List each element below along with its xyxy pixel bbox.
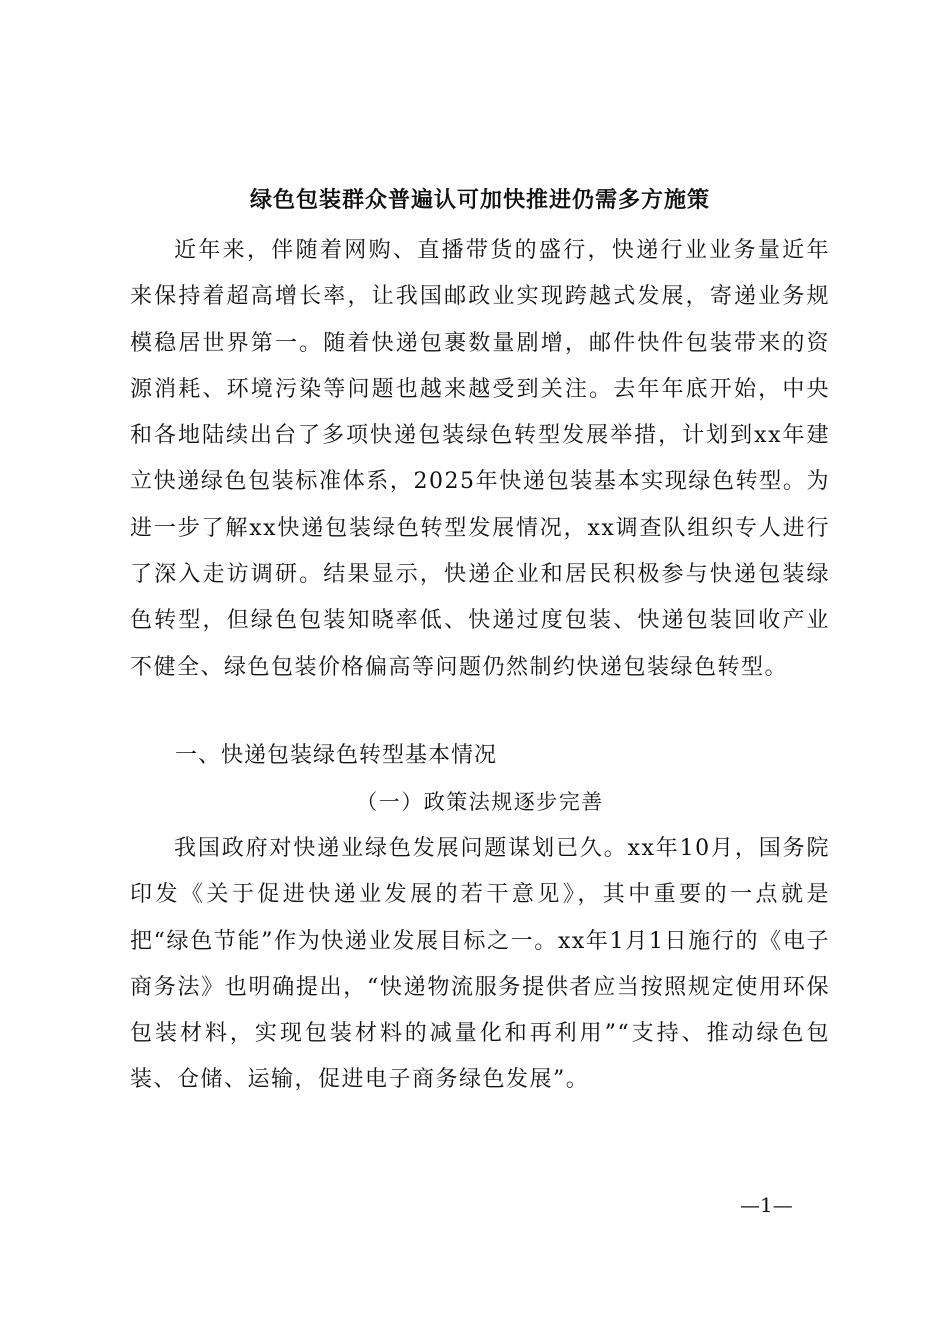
policy-paragraph: 我国政府对快递业绿色发展问题谋划已久。xx年10月，国务院印发《关于促进快递业发展的若干意见》，其中重要的一点就是把“绿色节能”作为快递业发展目标之一。xx年1月1日施行的《电子商务法》也明确提出，“快递物流服务提供者应当按照规定使用环保包装材料，实现包装材料的减量化和再利用”“支持、推动绿色包装、仓储、运输，促进电子商务绿色发展”。 <box>130 836 830 1093</box>
section-heading: 一、快递包装绿色转型基本情况 <box>175 743 498 768</box>
document-title: 绿色包装群众普遍认可加快推进仍需多方施策 <box>249 187 710 213</box>
page-number: —1— <box>740 1193 793 1217</box>
intro-paragraph: 近年来，伴随着网购、直播带货的盛行，快递行业业务量近年来保持着超高增长率，让我国邮政业实现跨越式发展，寄递业务规模稳居世界第一。随着快递包裹数量剧增，邮件快件包装带来的资源消耗、环境污染等问题也越来越受到关注。去年年底开始，中央和各地陆续出台了多项快递包装绿色转型发展举措，计划到xx年建立快递绿色包装标准体系，2025年快递包装基本实现绿色转型。为进一步了解xx快递包装绿色转型发展情况，xx调查队组织专人进行了深入走访调研。结果显示，快递企业和居民积极参与快递包装绿色转型，但绿色包装知晓率低、快递过度包装、快递包装回收产业不健全、绿色包装价格偏高等问题仍然制约快递包装绿色转型。 <box>130 238 830 680</box>
subsection-heading: （一）政策法规逐步完善 <box>356 790 604 814</box>
